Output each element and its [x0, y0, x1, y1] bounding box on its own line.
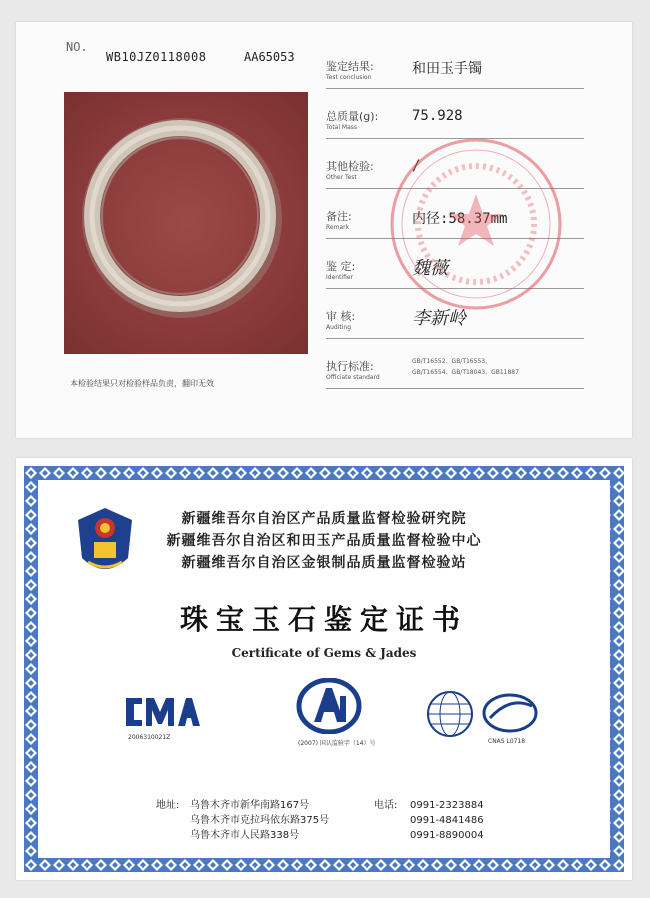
standards-value [412, 356, 519, 378]
phone-line: 0991-4841486 [410, 815, 484, 826]
address-line: 乌鲁木齐市新华南路167号 [190, 800, 310, 811]
address-label: 地址: [156, 800, 180, 811]
field-label-en: Total Mass [326, 124, 358, 131]
field-label: 鉴 定: [326, 260, 356, 273]
org-line: 新疆维吾尔自治区和田玉产品质量监督检验中心 [166, 533, 482, 549]
serial-code: WB10JZ0118008 [106, 50, 207, 64]
identifier-signature: 魏薇 [412, 258, 448, 279]
cal-logo [296, 678, 362, 738]
standards-line: GB/T16552、GB/T16553、 [412, 358, 492, 365]
field-label: 其他检验: [326, 160, 374, 173]
jade-bangle-image [64, 92, 308, 354]
no-label: NO. [66, 40, 88, 54]
certificate-content [38, 480, 610, 858]
cnas-caption: CNAS L0718 [488, 738, 526, 745]
address-line: 乌鲁木齐市人民路338号 [190, 830, 300, 841]
serial-code-2: AA65053 [244, 50, 295, 64]
certificate-title: 珠宝玉石鉴定证书 [179, 603, 468, 636]
phone-list [410, 798, 484, 843]
field-standard [326, 352, 584, 389]
ilac-mra-logo [426, 690, 474, 742]
field-label: 备注: [326, 210, 352, 223]
red-seal-stamp [386, 134, 566, 318]
phone-line: 0991-8890004 [410, 830, 484, 841]
field-label-en: Officiate standard [326, 374, 380, 381]
certificate-title-en: Certificate of Gems & Jades [231, 646, 417, 660]
phone-label: 电话: [374, 800, 398, 811]
field-label-en: Remark [326, 224, 350, 231]
standards-line: GB/T16554、GB/T18043、GB11887 [412, 369, 519, 376]
field-label: 审 核: [326, 310, 356, 323]
bangle-photo [64, 92, 308, 354]
field-test-conclusion [326, 52, 584, 89]
field-label: 总质量(g): [326, 110, 379, 123]
field-label-en: Identifier [326, 274, 354, 281]
field-value: 和田玉手镯 [412, 61, 482, 77]
cma-logo [122, 694, 202, 734]
org-line: 新疆维吾尔自治区金银制品质量监督检验站 [181, 555, 467, 571]
disclaimer-text: 本检验结果只对检验样品负责，翻印无效 [70, 379, 214, 388]
cal-caption: (2007) 国认监验字（14）号 [298, 740, 376, 747]
field-label: 鉴定结果: [326, 60, 374, 73]
gem-certificate-card [16, 458, 632, 880]
field-value: 内径:58.37mm [412, 211, 508, 227]
cma-caption: 2006310021Z [128, 734, 171, 741]
cnas-logo [482, 692, 538, 738]
auditor-signature: 李新岭 [412, 308, 466, 329]
field-label: 执行标准: [326, 360, 374, 373]
address-line: 乌鲁木齐市克拉玛依东路375号 [190, 815, 330, 826]
address-list [190, 798, 329, 843]
field-label-en: Other Test [326, 174, 357, 181]
org-line: 新疆维吾尔自治区产品质量监督检验研究院 [181, 511, 467, 527]
inspection-report-card [16, 22, 632, 438]
field-value: 75.928 [412, 108, 463, 124]
field-label-en: Test conclusion [326, 74, 372, 81]
phone-line: 0991-2323884 [410, 800, 484, 811]
field-label-en: Auditing [326, 324, 352, 331]
field-value: / [412, 158, 421, 174]
